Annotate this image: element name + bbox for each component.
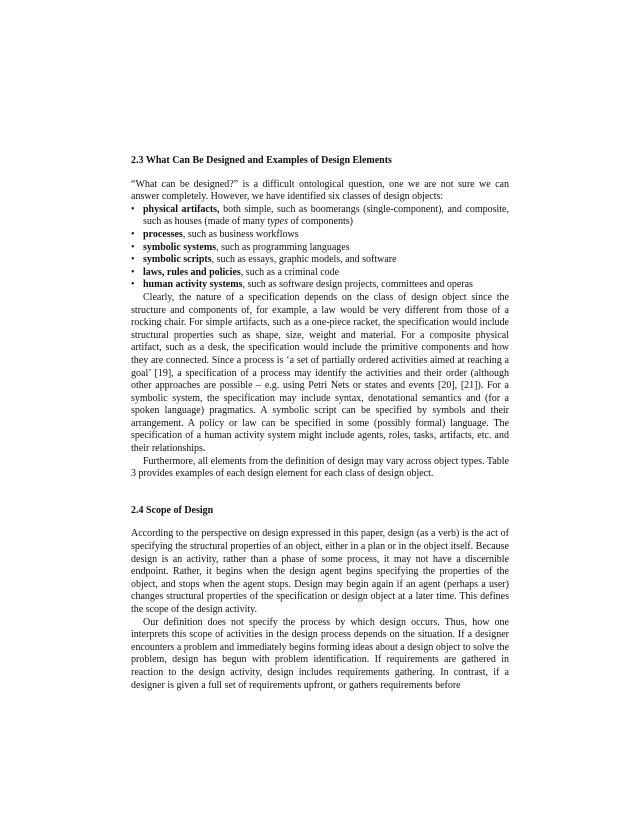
list-item-text: , such as essays, graphic models, and software bbox=[211, 254, 397, 266]
list-item-term: processes bbox=[143, 228, 183, 240]
list-item-term: symbolic systems bbox=[143, 241, 217, 253]
list-item-term: physical artifacts, bbox=[143, 203, 220, 215]
list-item-emphasis: types bbox=[267, 216, 288, 228]
list-item-text: , such as software design projects, committees and operas bbox=[242, 279, 473, 291]
list-item-text: , such as a criminal code bbox=[240, 266, 340, 278]
section-2-4-paragraph-process: Our definition does not specify the process by which design occurs. Thus, how one interprets this scope of activities in the design process depends on the situation. If a designer encounters a problem and immediately begins forming ideas about a design object to solve the problem, design has begun with problem identification. If requirements are gathered in reaction to the design activity, design includes requirements gathering. In contrast, if a designer is given a full set of requirements upfront, or gathers requirements before bbox=[131, 616, 509, 691]
list-item-term: laws, rules and policies bbox=[143, 266, 241, 278]
list-item bbox=[131, 279, 509, 292]
bullet-icon: • bbox=[131, 203, 135, 215]
list-item-term: human activity systems bbox=[143, 279, 243, 291]
bullet-icon: • bbox=[131, 266, 135, 278]
paper-page bbox=[131, 155, 509, 692]
list-item-term: symbolic scripts bbox=[143, 254, 212, 266]
bullet-icon: • bbox=[131, 228, 135, 240]
list-item bbox=[131, 267, 509, 280]
section-heading-2-3: 2.3 What Can Be Designed and Examples of Design Elements bbox=[131, 155, 392, 166]
section-2-3-paragraph-table-reference: Furthermore, all elements from the definition of design may vary across object types. Table 3 provides examples of each design element for each class of design object. bbox=[131, 455, 509, 480]
bullet-icon: • bbox=[131, 279, 135, 291]
section-2-3-intro: “What can be designed?” is a difficult ontological question, one we are not sure we can answer completely. However, we have identified six classes of design objects: bbox=[131, 178, 509, 203]
list-item-text: both simple, such as boomerangs (single-component), and composite, such as houses (made of many bbox=[143, 203, 509, 228]
bullet-icon: • bbox=[131, 241, 135, 253]
bullet-icon: • bbox=[131, 254, 135, 266]
list-item-text: , such as business workflows bbox=[182, 228, 299, 240]
section-2-3-paragraph-specification: Clearly, the nature of a specification depends on the class of design object since the structure and components of, for example, a law would be very different from those of a rocking chair. For simple artifacts, such as a one-piece racket, the specification would include structural properties such as shape, size, weight and material. For a composite physical artifact, such as a desk, the specification would include the primitive components and how they are connected. Since a process is ‘a set of partially ordered activities aimed at reaching a goal’ [19], a specification of a process may identify the activities and their order (although other approaches are possible – e.g. using Petri Nets or states and events [20], [21]). For a symbolic system, the specification may include syntax, denotational semantics and (for a spoken language) pragmatics. A symbolic script can be specified by symbols and their arrangement. A policy or law can be specified in some (possibly formal) language. The specification of a human activity system might include agents, roles, tasks, artifacts, etc. and their relationships. bbox=[131, 291, 509, 455]
section-heading-2-4: 2.4 Scope of Design bbox=[131, 504, 214, 516]
list-item-text-end: of components) bbox=[287, 216, 353, 228]
list-item bbox=[131, 204, 509, 229]
list-item bbox=[131, 229, 509, 242]
design-object-classes-list bbox=[131, 204, 509, 292]
list-item bbox=[131, 242, 509, 255]
list-item-text: , such as programming languages bbox=[216, 241, 350, 253]
list-item bbox=[131, 254, 509, 267]
section-2-4-paragraph-definition: According to the perspective on design expressed in this paper, design (as a verb) is the act of specifying the structural properties of an object, either in a plan or in the object itself. Because design is an activity, rather than a phase of some process, it may not have a discernible endpoint. Rather, it begins when the design agent begins specifying the properties of the object, and stops when the agent stops. Design may begin again if an agent (perhaps a user) changes structural properties of the specification or design object at a later time. This defines the scope of the design activity. bbox=[131, 528, 509, 615]
